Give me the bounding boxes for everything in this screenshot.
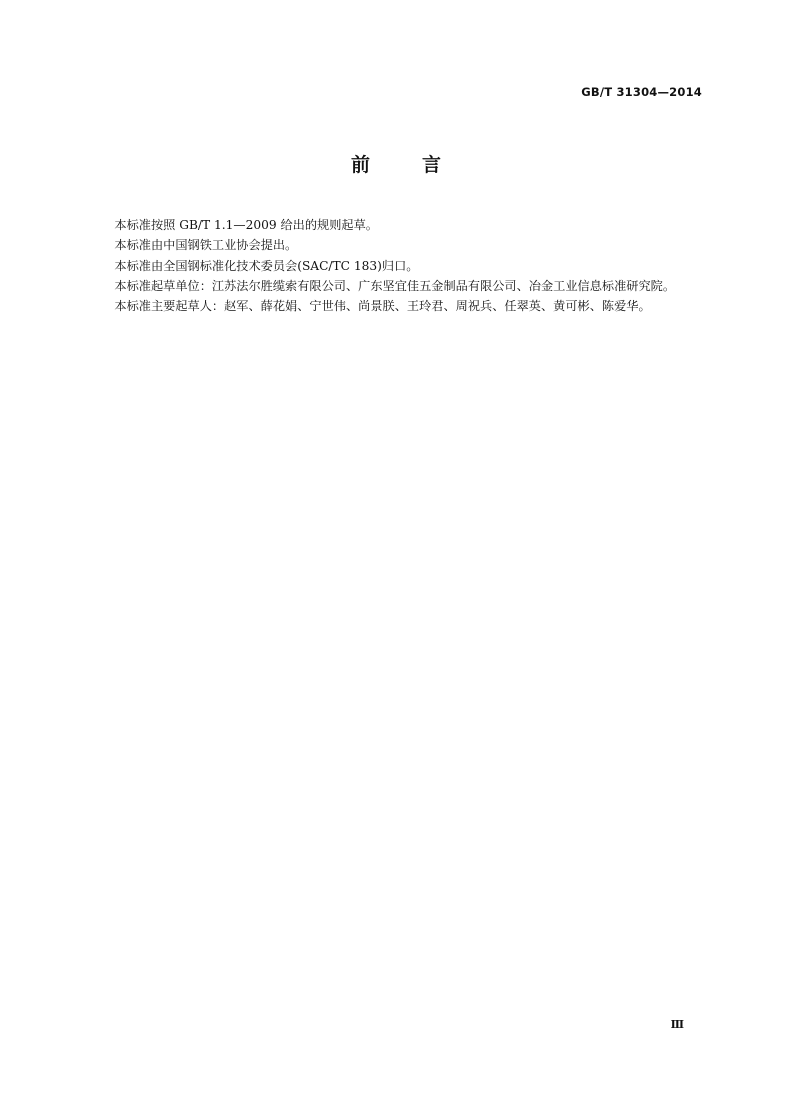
paragraph-drafters: 本标准主要起草人：赵军、薛花娟、宁世伟、尚景朕、王玲君、周祝兵、任翠英、黄可彬、陈爱华。 (114, 299, 651, 314)
paragraph-drafting-units: 本标准起草单位：江苏法尔胜缆索有限公司、广东坚宜佳五金制品有限公司、冶金工业信息标准研究院。 (114, 278, 676, 293)
paragraph-proposer: 本标准由中国钢铁工业协会提出。 (114, 238, 298, 253)
page-number: Ⅲ (670, 1018, 684, 1031)
paragraph-committee: 本标准由全国钢标准化技术委员会(SAC/TC 183)归口。 (114, 258, 419, 273)
paragraph-drafting-rules: 本标准按照 GB/T 1.1—2009 给出的规则起草。 (114, 218, 378, 232)
title-char-2: 言 (422, 154, 442, 176)
page-title (0, 152, 792, 178)
title-char-1: 前 (350, 154, 370, 176)
standard-code: GB/T 31304—2014 (581, 85, 702, 99)
foreword-body (90, 215, 706, 316)
